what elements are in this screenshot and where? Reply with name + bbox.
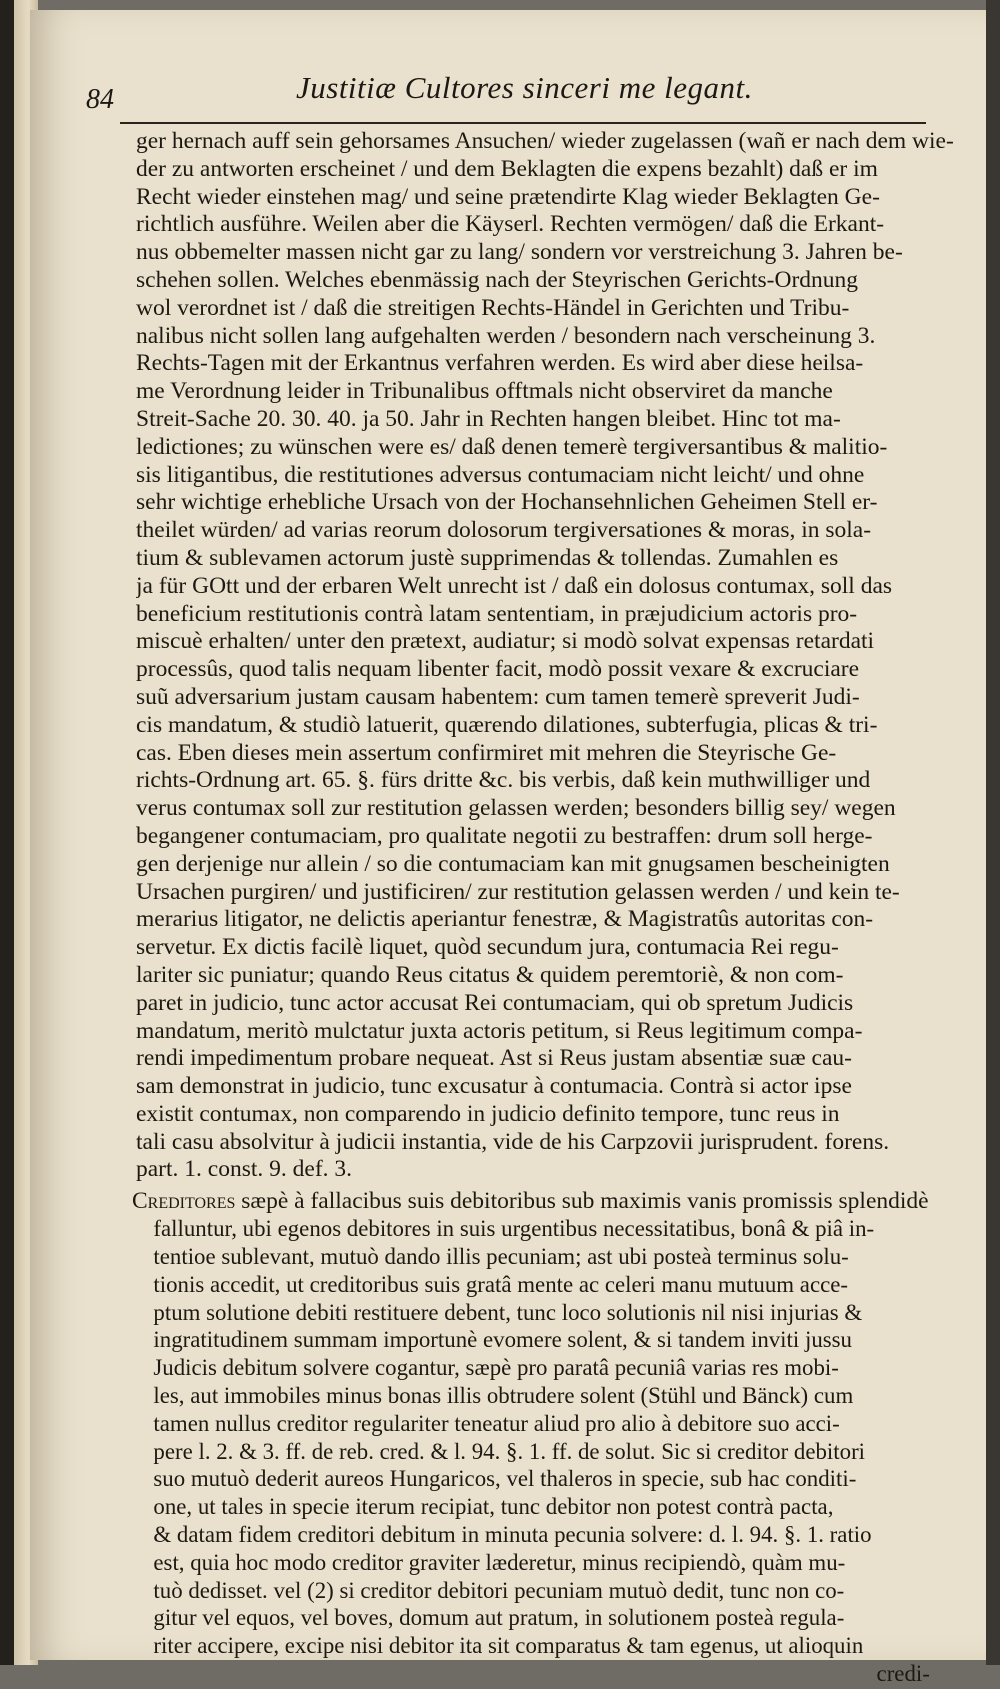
entry-line: pere l. 2. & 3. ff. de reb. cred. & l. 94. §. 1. ff. de solut. Sic si creditor debitori (153, 1438, 866, 1465)
text-line: tali casu absolvitur à judicii instantia, vide de his Carpzovii jurisprudent. forens. (136, 1128, 890, 1155)
text-line: ledictiones; zu wünschen were es/ daß denen temerè tergiversantibus & malitio- (136, 433, 888, 460)
text-line: theilet würden/ ad varias reorum dolosorum tergiversationes & moras, in sola- (136, 517, 872, 544)
text-line: schehen sollen. Welches ebenmässig nach der Steyrischen Gerichts-Ordnung (136, 266, 859, 293)
creditores-entry (132, 1188, 952, 1688)
book-binding-shadow (0, 0, 14, 1665)
text-line: Recht wieder einstehen mag/ und seine prætendirte Klag wieder Beklagten Ge- (136, 183, 880, 210)
text-line: paret in judicio, tunc actor accusat Rei contumaciam, qui ob spretum Judicis (136, 989, 854, 1016)
text-line: merarius litigator, ne delictis aperiantur fenestræ, & Magistratûs autoritas con- (136, 906, 874, 933)
text-line: rendi impedimentum probare nequeat. Ast si Reus justam absentiæ suæ cau- (136, 1045, 852, 1072)
text-line: servetur. Ex dictis facilè liquet, quòd secundum jura, contumacia Rei regu- (136, 934, 839, 961)
page-header (86, 64, 918, 114)
entry-line: falluntur, ubi egenos debitores in suis urgentibus necessitatibus, bonâ & piâ in- (153, 1216, 875, 1243)
text-line: processûs, quod talis nequam libenter facit, modò possit vexare & excruciare (136, 656, 860, 683)
entry-line: est, quia hoc modo creditor graviter læderetur, minus recipiendò, quàm mu- (153, 1549, 846, 1576)
running-title: Justitiæ Cultores sinceri me legant. (296, 70, 753, 105)
right-background-edge (986, 0, 1000, 1665)
page-number: 84 (86, 84, 114, 115)
entry-line: tionis accedit, ut creditoribus suis gratâ mente ac celeri manu mutuum acce- (153, 1271, 849, 1298)
text-line: gen derjenige nur allein / so die contumaciam kan mit gnugsamen bescheinigten (136, 850, 890, 877)
text-line: part. 1. const. 9. def. 3. (136, 1156, 353, 1183)
text-line: richts-Ordnung art. 65. §. fürs dritte &c. bis verbis, daß kein muthwilliger und (136, 767, 871, 794)
entry-line: riter accipere, excipe nisi debitor ita sit comparatus & tam egenus, ut alioquin (153, 1633, 864, 1660)
text-line: me Verordnung leider in Tribunalibus offtmals nicht observiret da manche (136, 378, 833, 405)
entry-line: credi- (876, 1660, 930, 1687)
text-line: sis litigantibus, die restitutiones adversus contumaciam nicht leicht/ und ohne (136, 461, 865, 488)
text-line: cis mandatum, & studiò latuerit, quærendo dilationes, subterfugia, plicas & tri- (136, 711, 878, 738)
entry-line: tamen nullus creditor regulariter teneatur aliud pro alio à debitore suo acci- (153, 1410, 840, 1437)
text-line: verus contumax soll zur restitution gelassen werden; besonders billig sey/ wegen (136, 795, 896, 822)
text-line: sehr wichtige erhebliche Ursach von der Hochansehnlichen Geheimen Stell er- (136, 489, 878, 516)
body-text (136, 128, 956, 1184)
text-line: nalibus nicht sollen lang aufgehalten werden / besondern nach verscheinung 3. (136, 322, 876, 349)
text-line: nus obbemelter massen nicht gar zu lang/ sondern vor verstreichung 3. Jahren be- (136, 239, 903, 266)
entry-headword: Creditores (132, 1188, 236, 1215)
text-line: tium & sublevamen actorum justè supprimendas & tollendas. Zumahlen es (136, 544, 839, 571)
entry-line: gitur vel equos, vel boves, domum aut pratum, in solutionem posteà regula- (153, 1605, 845, 1632)
text-line: Rechts-Tagen mit der Erkantnus verfahren werden. Es wird aber diese heilsa- (136, 350, 864, 377)
text-line: cas. Eben dieses mein assertum confirmiret mit mehren die Steyrische Ge- (136, 739, 837, 766)
text-line: ger hernach auff sein gehorsames Ansuchen/ wieder zugelassen (wañ er nach dem wie- (136, 128, 954, 154)
text-line: suũ adversarium justam causam habentem: cum tamen temerè spreverit Judi- (136, 683, 860, 710)
text-line: beneficium restitutionis contrà latam sententiam, in præjudicium actoris pro- (136, 600, 858, 627)
entry-line: ptum solutione debiti restituere debent, tunc loco solutionis nil nisi injurias & (153, 1299, 863, 1326)
entry-line: ingratitudinem summam importunè evomere solent, & si tandem inviti jussu (153, 1327, 852, 1354)
text-line: richtlich ausführe. Weilen aber die Käyserl. Rechten vermögen/ daß die Erkant- (136, 211, 885, 238)
text-line: der zu antworten erscheinet / und dem Beklagten die expens bezahlt) daß er im (136, 155, 878, 182)
text-line: wol verordnet ist / daß die streitigen Rechts-Händel in Gerichten und Tribu- (136, 294, 850, 321)
text-line: Ursachen purgiren/ und justificiren/ zur restitution gelassen werden / und kein te- (136, 878, 900, 905)
header-rule (120, 122, 926, 124)
entry-line: & datam fidem creditori debitum in minuta pecunia solvere: d. l. 94. §. 1. ratio (153, 1521, 872, 1548)
text-line: existit contumax, non comparendo in judicio definito tempore, tunc reus in (136, 1100, 840, 1127)
entry-line: suo mutuò dederit aureos Hungaricos, vel thaleros in specie, sub hac conditi- (153, 1466, 857, 1493)
entry-line: one, ut tales in specie iterum recipiat, tunc debitor non potest contrà pacta, (153, 1494, 834, 1521)
entry-line: tentioe sublevant, mutuò dando illis pecuniam; ast ubi posteà terminus solu- (153, 1243, 849, 1270)
text-line: mandatum, meritò mulctatur juxta actoris petitum, si Reus legitimum compa- (136, 1017, 863, 1044)
entry-line (132, 1188, 952, 1216)
text-line: lariter sic puniatur; quando Reus citatus & quidem peremtoriè, & non com- (136, 961, 844, 988)
text-line: Streit-Sache 20. 30. 40. ja 50. Jahr in Rechten hangen bleibet. Hinc tot ma- (136, 405, 841, 432)
text-line: sam demonstrat in judicio, tunc excusatur à contumacia. Contrà si actor ipse (136, 1073, 852, 1100)
text-line: begangener contumaciam, pro qualitate negotii zu bestraffen: drum soll herge- (136, 822, 873, 849)
entry-line: les, aut immobiles minus bonas illis obtrudere solent (Stühl und Bänck) cum (153, 1382, 854, 1409)
text-line: ja für GOtt und der erbaren Welt unrecht ist / daß ein dolosus contumax, soll das (136, 572, 893, 599)
text-line: miscuè erhalten/ unter den prætext, audiatur; si modò solvat expensas retardati (136, 628, 875, 655)
entry-line-text: sæpè à fallacibus suis debitoribus sub maximis vanis promissis splendidè (235, 1188, 929, 1215)
entry-line: Judicis debitum solvere cogantur, sæpè pro paratâ pecuniâ varias res mobi- (153, 1355, 839, 1382)
entry-line: tuò dedisset. vel (2) si creditor debitori pecuniam mutuò dedit, tunc non co- (153, 1577, 845, 1604)
